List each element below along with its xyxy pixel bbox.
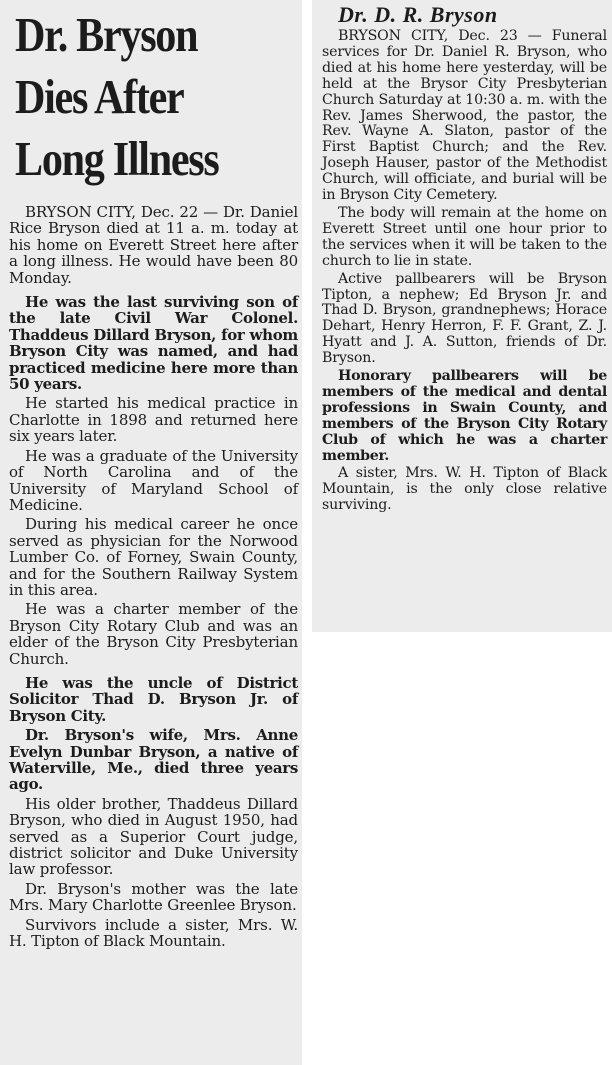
headline xyxy=(15,4,258,190)
article-paragraph: BRYSON CITY, Dec. 22 — Dr. Daniel Rice Bryson died at 11 a. m. today at his home on Everett Street here after a long illness. He would have been 80 Monday. xyxy=(9,203,298,287)
obituary-clipping-right xyxy=(312,0,612,632)
headline-line: Dr. Bryson xyxy=(15,7,198,62)
article-paragraph: He was a charter member of the Bryson City Rotary Club and was an elder of the Bryson City Presbyterian Church. xyxy=(9,600,298,668)
article-paragraph: Active pallbearers will be Bryson Tipton, a nephew; Ed Bryson Jr. and Thad D. Bryson, grandnephews; Horace Dehart, Henry Herron, F. F. Grant, Z. J. Hyatt and J. A. Sutton, friends of Dr. Bryson. xyxy=(322,270,607,367)
funeral-notice-headline: Dr. D. R. Bryson xyxy=(338,2,498,27)
headline-line: Dies After xyxy=(15,69,184,124)
article-paragraph-bold: He was the uncle of District Solicitor Thad D. Bryson Jr. of Bryson City. xyxy=(9,673,298,725)
article-paragraph: BRYSON CITY, Dec. 23 — Funeral services for Dr. Daniel R. Bryson, who died at his home here yesterday, will be held at the Brysor City Presbyterian Church Saturday at 10:30 a. m. with the Rev. James Sherwood, the pastor, the Rev. Wayne A. Slaton, pastor of the First Baptist Church; and the Rev. Joseph Hauser, pastor of the Methodist Church, will officiate, and burial will be in Bryson City Cemetery. xyxy=(322,28,607,204)
article-paragraph-bold: Honorary pallbearers will be members of the medical and dental professions in Swain County, and members of the Bryson City Rotary Club of which he was a charter member. xyxy=(322,368,607,464)
article-paragraph-bold: He was the last surviving son of the late Civil War Colonel. Thaddeus Dillard Bryson, for whom Bryson City was named, and had practiced medicine here more than 50 years. xyxy=(9,293,298,394)
article-paragraph: The body will remain at the home on Everett Street until one hour prior to the services when it will be taken to the church to lie in state. xyxy=(322,204,607,269)
headline-line: Long Illness xyxy=(15,131,219,186)
obituary-clipping-left xyxy=(0,0,302,1065)
article-paragraph-bold: Dr. Bryson's wife, Mrs. Anne Evelyn Dunbar Bryson, a native of Waterville, Me., died three years ago. xyxy=(9,726,298,794)
article-paragraph: Survivors include a sister, Mrs. W. H. Tipton of Black Mountain. xyxy=(9,915,298,951)
article-paragraph: His older brother, Thaddeus Dillard Bryson, who died in August 1950, had served as a Superior Court judge, district solicitor and Duke University law professor. xyxy=(9,794,298,879)
article-paragraph: A sister, Mrs. W. H. Tipton of Black Mountain, is the only close relative surviving. xyxy=(322,465,607,514)
article-paragraph: Dr. Bryson's mother was the late Mrs. Mary Charlotte Greenlee Bryson. xyxy=(9,879,298,915)
article-paragraph: He started his medical practice in Charlotte in 1898 and returned here six years later. xyxy=(9,394,298,446)
article-paragraph: He was a graduate of the University of North Carolina and of the University of Maryland School of Medicine. xyxy=(9,446,298,514)
article-paragraph: During his medical career he once served as physician for the Norwood Lumber Co. of Forney, Swain County, and for the Southern Railway System in this area. xyxy=(9,515,298,599)
